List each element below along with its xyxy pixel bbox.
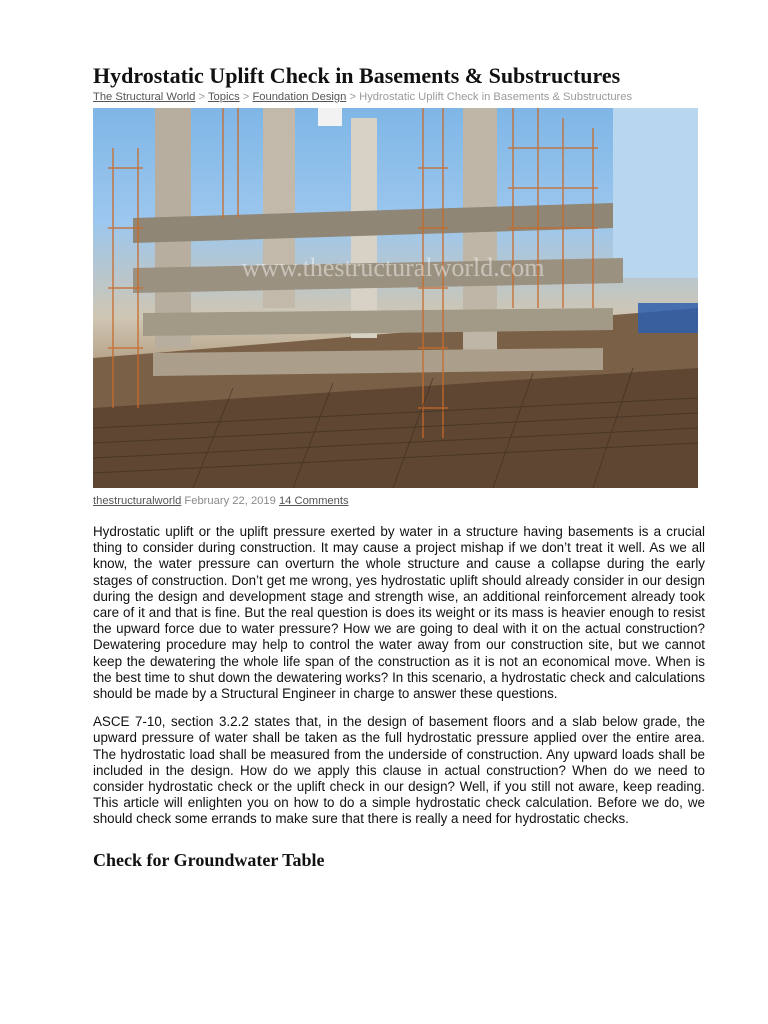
image-watermark: www.thestructuralworld.com bbox=[241, 253, 545, 282]
post-meta bbox=[93, 494, 705, 508]
breadcrumb-separator: > bbox=[349, 91, 360, 103]
comments-link[interactable]: 14 Comments bbox=[278, 495, 349, 507]
post-date: February 22, 2019 bbox=[184, 495, 279, 507]
breadcrumb-current: Hydrostatic Uplift Check in Basements & Substructures bbox=[359, 91, 633, 103]
author-link[interactable]: thestructuralworld bbox=[93, 495, 182, 507]
article-body bbox=[93, 524, 705, 828]
article bbox=[93, 62, 705, 871]
breadcrumb-separator: > bbox=[198, 91, 208, 103]
section-heading: Check for Groundwater Table bbox=[93, 849, 325, 870]
construction-site-photo bbox=[93, 108, 698, 488]
breadcrumb-link-topics[interactable]: Topics bbox=[207, 91, 240, 103]
paragraph: ASCE 7-10, section 3.2.2 states that, in the design of basement floors and a slab below grade, the upward pressure of water shall be taken as the full hydrostatic pressure applied over the entire area. The hydrostatic load shall be measured from the underside of construction. Any upward loads shall be included in the design. How do we apply this clause in actual construction? When do we need to consider hydrostatic check or the uplift check in our design? Well, if you still not aware, keep reading. This article will enlighten you on how to do a simple hydrostatic check calculation. Before we do, we should check some errands to make sure that there is really a need for hydrostatic checks. bbox=[93, 714, 705, 827]
construction-photo-illustration bbox=[93, 108, 698, 488]
breadcrumb-separator: > bbox=[242, 91, 253, 103]
breadcrumb-link-foundation-design[interactable]: Foundation Design bbox=[252, 91, 347, 103]
breadcrumb bbox=[93, 90, 705, 104]
page-title: Hydrostatic Uplift Check in Basements & Substructures bbox=[93, 63, 621, 88]
breadcrumb-link-home[interactable]: The Structural World bbox=[93, 91, 196, 103]
paragraph: Hydrostatic uplift or the uplift pressure exerted by water in a structure having basements is a crucial thing to consider during construction. It may cause a project mishap if we don’t treat it well. As we all know, the water pressure can overturn the whole structure and cause a collapse during the early stages of construction. Don’t get me wrong, yes hydrostatic uplift should already consider in our design during the design and development stage and strength wise, an additional reinforcement already took care of it and that is fine. But the real question is does its weight or its mass is heavier enough to resist the upward force due to water pressure? How we are going to deal with it on the actual construction? Dewatering procedure may help to control the water away from our construction site, but we cannot keep the dewatering the whole life span of the construction as it is not an economical move. When is the best time to shut down the dewatering works? In this scenario, a hydrostatic check and calculations should be made by a Structural Engineer in charge to answer these questions. bbox=[93, 524, 705, 702]
